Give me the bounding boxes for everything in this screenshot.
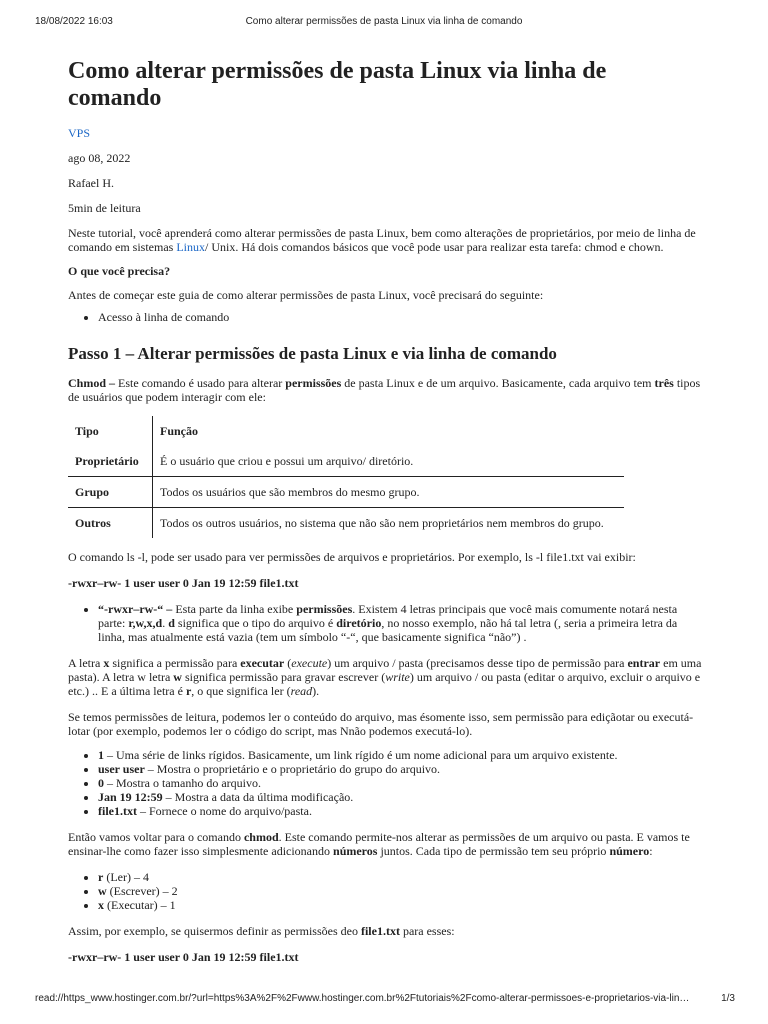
list-item: • user user – Mostra o proprietário e o proprietário do grupo do arquivo. xyxy=(98,762,704,776)
list-item: • “-rwxr–rw-“ – Esta parte da linha exibe permissões. Existem 4 letras principais que você mais comumente notará nesta parte: r,w,x,d. d significa que o tipo do arquivo é diretório, no nosso exemplo, não há tal letra (, seria a primeira letra da linha, mas atualmente está vazia (tem um símbolo “-“, que basicamente significa “não”) . xyxy=(98,602,704,644)
print-header xyxy=(0,16,768,30)
table-header-row xyxy=(68,416,624,446)
table-header-cell: Função xyxy=(160,424,199,438)
ls-output: -rwxr–rw- 1 user user 0 Jan 19 12:59 file1.txt xyxy=(68,576,299,590)
page-number: 1/3 xyxy=(721,993,735,1004)
permissions-table xyxy=(68,416,624,538)
print-page-title: Como alterar permissões de pasta Linux via linha de comando xyxy=(245,16,523,27)
ls-paragraph: O comando ls -l, pode ser usado para ver permissões de arquivos e proprietários. Por exemplo, ls -l file1.txt vai exibir: xyxy=(68,550,636,564)
category-link[interactable]: VPS xyxy=(68,126,91,140)
list-item: • Jan 19 12:59 – Mostra a data da última modificação. xyxy=(98,790,704,804)
read-time: 5min de leitura xyxy=(68,201,141,215)
need-list xyxy=(68,310,704,324)
list-item: • x (Executar) – 1 xyxy=(98,898,704,912)
article-author: Rafael H. xyxy=(68,176,114,190)
table-cell: Grupo xyxy=(68,477,153,508)
table-cell: Proprietário xyxy=(68,446,153,477)
table-header-cell: Tipo xyxy=(68,416,153,446)
step1-heading: Passo 1 – Alterar permissões de pasta Linux e via linha de comando xyxy=(68,344,557,363)
table-row xyxy=(68,477,624,508)
list-item: • r (Ler) – 4 xyxy=(98,870,704,884)
list-item: • Acesso à linha de comando xyxy=(98,310,704,324)
execute-paragraph: A letra x significa a permissão para executar (execute) um arquivo / pasta (precisamos desse tipo de permissão para entrar em uma pasta). A letra w letra w significa permissão para gravar escrever (write) um arquivo / ou pasta (editar o arquivo, excluir o arquivo e etc.) .. E a última letra é r, o que significa ler (read). xyxy=(68,656,702,698)
article-date: ago 08, 2022 xyxy=(68,151,131,165)
need-text: Antes de começar este guia de como alterar permissões de pasta Linux, você precisará do seguinte: xyxy=(68,288,544,302)
list-item: • file1.txt – Fornece o nome do arquivo/pasta. xyxy=(98,804,704,818)
chmod-numbers-paragraph: Então vamos voltar para o comando chmod. Este comando permite-nos alterar as permissões de um arquivo ou pasta. E vamos te ensinar-lhe como fazer isso simplesmente adicionando números juntos. Cada tipo de permissão tem seu próprio número: xyxy=(68,830,690,858)
example-paragraph: Assim, por exemplo, se quisermos definir as permissões deo file1.txt para esses: xyxy=(68,924,455,938)
article-title: Como alterar permissões de pasta Linux via linha de comando xyxy=(68,58,607,111)
table-row xyxy=(68,446,624,477)
list-item: • 0 – Mostra o tamanho do arquivo. xyxy=(98,776,704,790)
need-heading: O que você precisa? xyxy=(68,264,171,278)
print-footer xyxy=(0,993,768,1007)
table-cell: Todos os outros usuários, no sistema que não são nem proprietários nem membros do grupo. xyxy=(160,516,604,530)
permissions-list xyxy=(68,602,704,644)
linux-link[interactable]: Linux xyxy=(176,240,205,254)
list-item: • 1 – Uma série de links rígidos. Basicamente, um link rígido é um nome adicional para um arquivo existente. xyxy=(98,748,704,762)
intro-paragraph: Neste tutorial, você aprenderá como alterar permissões de pasta Linux, bem como alterações de proprietários, por meio de linha de comando em sistemas Linux/ Unix. Há dois comandos básicos que você pode usar para realizar esta tarefa: chmod e chown. xyxy=(68,226,696,254)
list-item: • w (Escrever) – 2 xyxy=(98,884,704,898)
table-row xyxy=(68,508,624,539)
print-datetime: 18/08/2022 16:03 xyxy=(35,16,113,27)
read-paragraph: Se temos permissões de leitura, podemos ler o conteúdo do arquivo, mas ésomente isso, sem permissão para ediçãotar ou executá-lotar (por exemplo, podemos ler o código do script, mas Nnão podemos executá-lo). xyxy=(68,710,694,738)
article xyxy=(68,58,704,964)
table-cell: É o usuário que criou e possui um arquivo/ diretório. xyxy=(153,446,625,477)
fields-list xyxy=(68,748,704,818)
permission-numbers-list xyxy=(68,870,704,912)
table-cell: Todos os usuários que são membros do mesmo grupo. xyxy=(153,477,625,508)
final-output: -rwxr–rw- 1 user user 0 Jan 19 12:59 file1.txt xyxy=(68,950,299,964)
table-cell: Outros xyxy=(68,508,153,539)
chmod-paragraph: Chmod – Este comando é usado para alterar permissões de pasta Linux e de um arquivo. Basicamente, cada arquivo tem três tipos de usuários que podem interagir com ele: xyxy=(68,376,701,404)
print-url: read://https_www.hostinger.com.br/?url=https%3A%2F%2Fwww.hostinger.com.br%2Ftutoriais%2Fcomo-alterar-permissoes-e-proprietarios-via-lin… xyxy=(35,993,690,1004)
